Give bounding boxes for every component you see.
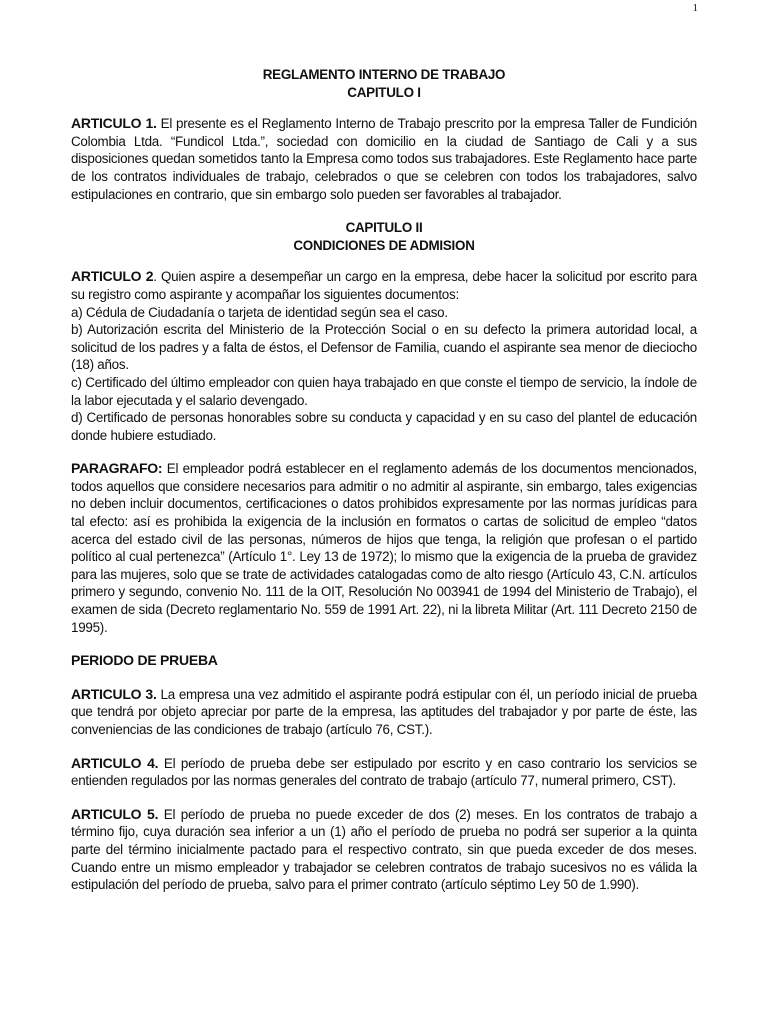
article-3-text: La empresa una vez admitido el aspirante podrá estipular con él, un período inicial de prueba que tendrá por objeto apreciar por parte de la empresa, las aptitudes del trabajador y por parte de éste, las conveniencias de las condiciones de trabajo (artículo 76, CST.). — [71, 686, 698, 737]
article-2-item-a: a) Cédula de Ciudadanía o tarjeta de identidad según sea el caso. — [71, 304, 448, 320]
article-2-label: ARTICULO 2 — [71, 268, 154, 285]
paragrafo-text: El empleador podrá establecer en el reglamento además de los documentos mencionados, todos aquellos que considere necesarios para admitir o no admitir al aspirante, sin embargo, tales exigencias no deben incluir documentos, certificaciones o datos prohibidos expresamente por las normas jurídicas para tal efecto: así es prohibida la exigencia de la inclusión en formatos o cartas de solicitud de empleo “datos acerca del estado civil de las personas, números de hijos que tenga, la religión que profesan o el partido político al cual pertenezca” (Artículo 1°. Ley 13 de 1972); lo mismo que la exigencia de la prueba de gravidez para las mujeres, solo que se trate de actividades catalogadas como de alto riesgo (Artículo 43, C.N. artículos primero y segundo, convenio No. 111 de la OIT, Resolución No 003941 de 1994 del Ministerio de Trabajo), el examen de sida (Decreto reglamentario No. 559 de 1991 Art. 22), ni la libreta Militar (Art. 111 Decreto 2150 de 1995). — [71, 461, 697, 635]
document-header — [71, 66, 697, 101]
section-periodo-de-prueba-heading: PERIODO DE PRUEBA — [71, 652, 218, 669]
page-number: 1 — [692, 2, 698, 14]
chapter-1-heading: CAPITULO I — [347, 84, 421, 100]
article-1-label: ARTICULO 1. — [71, 115, 157, 132]
article-2-item-d: d) Certificado de personas honorables sobre su conducta y capacidad y en su caso del plantel de educación donde hubiere estudiado. — [71, 410, 697, 443]
document-body — [71, 66, 697, 910]
document-title: REGLAMENTO INTERNO DE TRABAJO — [262, 67, 506, 82]
article-3-label: ARTICULO 3. — [71, 685, 157, 702]
article-2-item-c: c) Certificado del último empleador con quien haya trabajado en que conste el tiempo de servicio, la índole de la labor ejecutada y el salario devengado. — [71, 374, 697, 408]
article-1-text: El presente es el Reglamento Interno de Trabajo prescrito por la empresa Taller de Fundición Colombia Ltda. “Fundicol Ltda.”, sociedad con domicilio en la ciudad de Santiago de Cali y a sus disposiciones quedan sometidos tanto la Empresa como todos sus trabajadores. Este Reglamento hace parte de los contratos individuales de trabajo, celebrados o que se celebren con todos los trabajadores, salvo estipulaciones en contrario, que sin embargo solo pueden ser favorables al trabajador. — [71, 116, 697, 202]
article-4 — [71, 755, 697, 790]
article-2-item-b: b) Autorización escrita del Ministerio de la Protección Social o en su defecto la primera autoridad local, a solicitud de los padres y a falta de éstos, el Defensor de Familia, cuando el aspirante sea menor de dieciocho (18) años. — [71, 322, 697, 373]
article-2-text: . Quien aspire a desempeñar un cargo en la empresa, debe hacer la solicitud por escrito para su registro como aspirante y acompañar los siguientes documentos: — [71, 269, 697, 302]
article-5-label: ARTICULO 5. — [71, 805, 159, 822]
article-5-text: El período de prueba no puede exceder de dos (2) meses. En los contratos de trabajo a término fijo, cuya duración sea inferior a un (1) año el período de prueba no podrá ser superior a la quinta parte del término inicialmente pactado para el respectivo contrato, sin que pueda exceder de dos meses. Cuando entre un mismo empleador y trabajador se celebren contratos de trabajo sucesivos no es válida la estipulación del período de prueba, salvo para el primer contrato (artículo séptimo Ley 50 de 1.990). — [71, 806, 697, 893]
section-periodo-de-prueba — [71, 652, 697, 670]
chapter-2-header — [71, 219, 697, 254]
paragrafo-label: PARAGRAFO: — [71, 460, 163, 477]
chapter-2-heading: CAPITULO II — [345, 220, 423, 236]
article-5 — [71, 806, 697, 894]
article-4-label: ARTICULO 4. — [71, 754, 159, 771]
article-3 — [71, 686, 697, 739]
article-1 — [71, 115, 697, 203]
article-4-text: El período de prueba debe ser estipulado por escrito y en caso contrario los servicios se entienden regulados por las normas generales del contrato de trabajo (artículo 77, numeral primero, CST). — [71, 755, 697, 789]
paragrafo — [71, 460, 697, 636]
chapter-2-title: CONDICIONES DE ADMISION — [293, 237, 475, 253]
article-2 — [71, 268, 697, 444]
